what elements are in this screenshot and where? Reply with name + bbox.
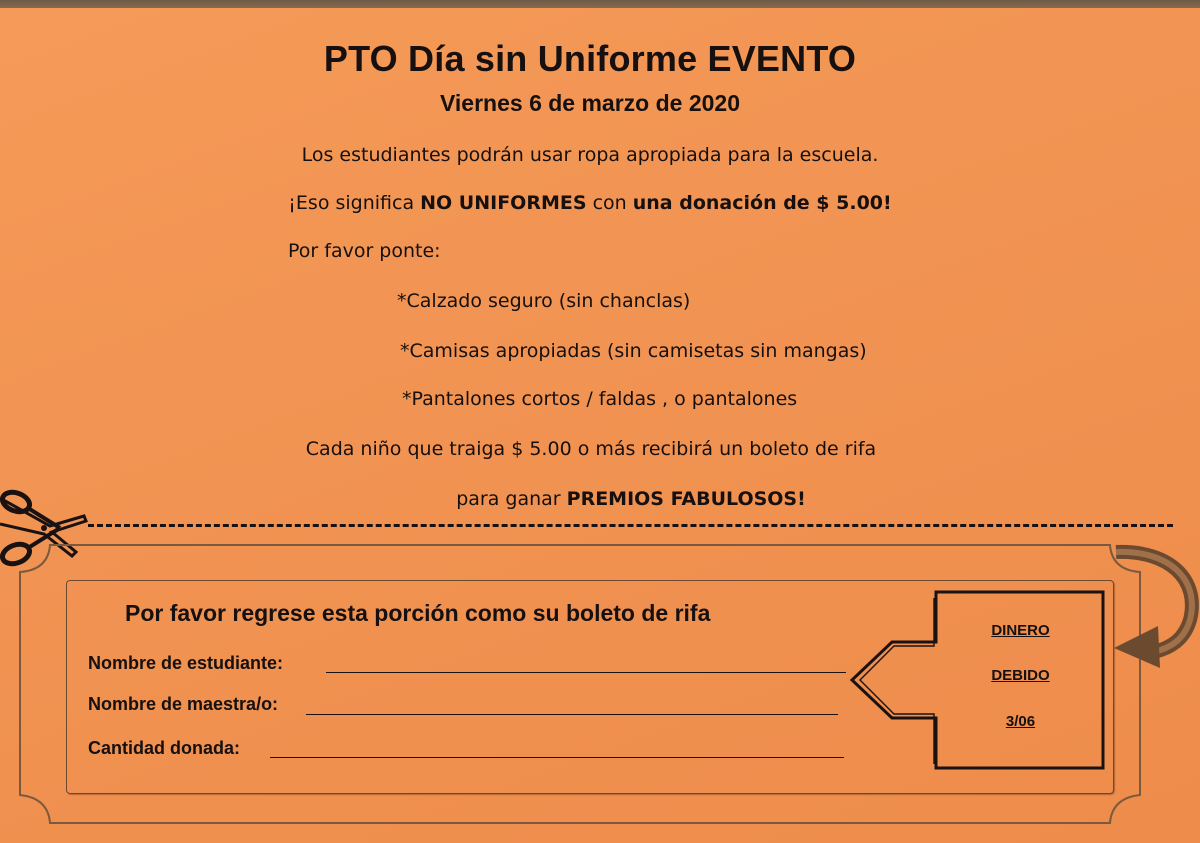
intro-text: Los estudiantes podrán usar ropa apropiada para la escuela. <box>301 144 879 166</box>
event-date: Viernes 6 de marzo de 2020 <box>439 90 741 116</box>
teacher-name-field[interactable] <box>306 714 838 715</box>
list-item: *Pantalones cortos / faldas , o pantalones <box>402 388 798 410</box>
curved-arrow-icon <box>1110 540 1200 670</box>
flyer-title: PTO Día sin Uniforme EVENTO <box>323 38 857 79</box>
prize-line <box>0 488 1200 510</box>
list-item: *Calzado seguro (sin chanclas) <box>397 290 691 312</box>
student-name-field[interactable] <box>326 672 846 673</box>
no-uniforms-text: NO UNIFORMES <box>420 192 587 214</box>
teacher-name-label: Nombre de maestra/o: <box>88 694 279 714</box>
donation-amount-text: una donación de $ 5.00! <box>632 192 892 214</box>
due-box-line1: DINERO <box>991 622 1050 639</box>
raffle-text: Cada niño que traiga $ 5.00 o más recibirá un boleto de rifa <box>305 438 877 460</box>
prize-prefix: para ganar <box>456 488 567 510</box>
amount-donated-label: Cantidad donada: <box>88 738 240 758</box>
student-name-label: Nombre de estudiante: <box>88 653 284 673</box>
due-box-line2: DEBIDO <box>991 667 1050 684</box>
donation-line <box>0 192 1180 214</box>
cut-line <box>88 524 1173 527</box>
list-item: *Camisas apropiadas (sin camisetas sin mangas) <box>400 340 867 362</box>
please-wear-text: Por favor ponte: <box>288 240 441 262</box>
return-slip-title: Por favor regrese esta porción como su boleto de rifa <box>125 600 711 626</box>
fabulous-prizes-text: PREMIOS FABULOSOS! <box>566 488 806 510</box>
amount-donated-field[interactable] <box>270 757 844 758</box>
due-box-date: 3/06 <box>1005 713 1036 730</box>
donation-prefix: ¡Eso significa <box>288 192 421 214</box>
donation-middle: con <box>586 192 633 214</box>
